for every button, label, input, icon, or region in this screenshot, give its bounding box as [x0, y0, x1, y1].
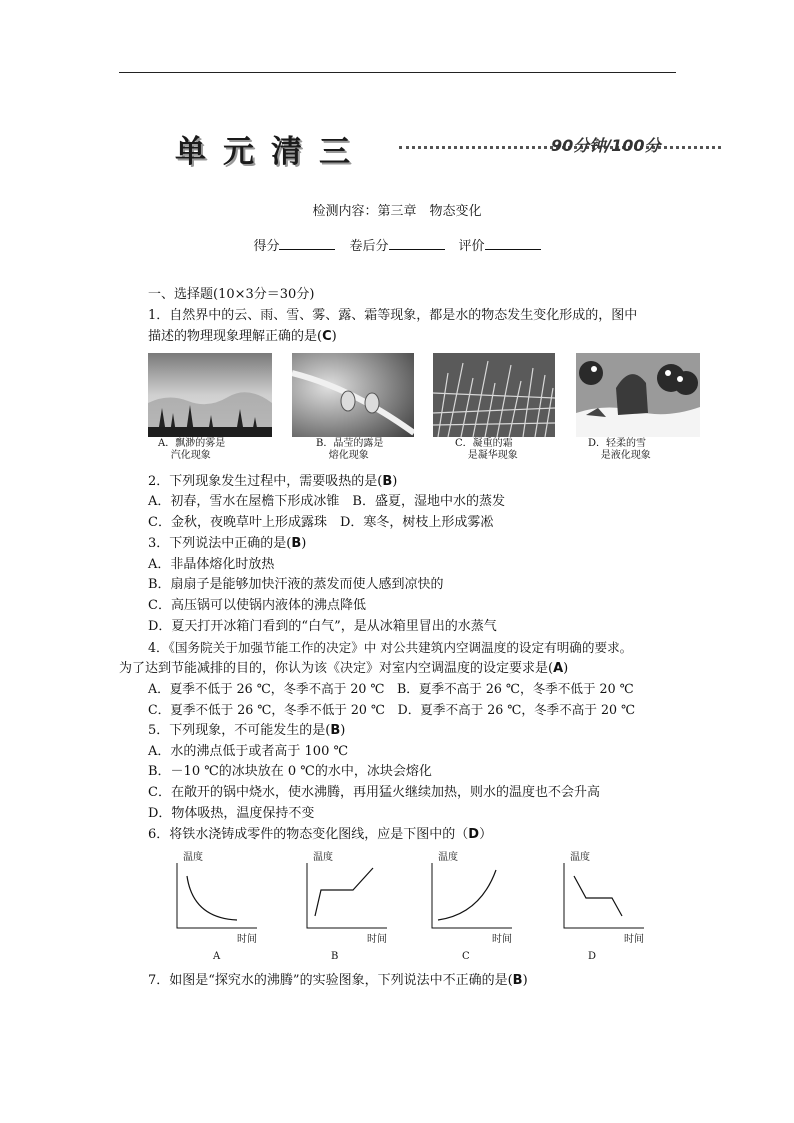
q7-answer: B — [512, 973, 523, 988]
q3-option-d: D．夏天打开冰箱门看到的“白气”，是从冰箱里冒出的水蒸气 — [148, 619, 497, 634]
eval-label: 评价 — [458, 239, 485, 254]
graph-c-letter: C — [462, 951, 470, 962]
q7-stem: 7．如图是“探究水的沸腾”的实验图象，下列说法中不正确的是(B) — [148, 973, 528, 988]
score-label: 得分 — [253, 239, 280, 254]
post-score-blank[interactable] — [389, 236, 445, 250]
caption-a: A．飘渺的雾是 汽化现象 — [158, 438, 226, 461]
q5-answer: B — [330, 723, 341, 738]
q6-answer: D — [468, 827, 480, 842]
graph-b-letter: B — [331, 951, 339, 962]
graph-d-letter: D — [588, 951, 597, 962]
top-rule — [119, 72, 676, 73]
q4-options-ab: A．夏季不低于 26 ℃，冬季不高于 20 ℃ B．夏季不高于 26 ℃，冬季不低于 20 ℃ — [148, 681, 634, 696]
svg-text:温度: 温度 — [570, 852, 590, 863]
svg-text:时间: 时间 — [492, 934, 512, 945]
unit-title: 单元清三 — [175, 133, 367, 170]
q5-option-a: A．水的沸点低于或者高于 100 ℃ — [148, 744, 349, 759]
graph-c — [420, 848, 520, 963]
graph-b — [295, 848, 395, 963]
q1-answer: C — [322, 329, 332, 344]
graph-d — [552, 848, 652, 963]
caption-d: D．轻柔的雪 是液化现象 — [588, 438, 651, 461]
q5-option-c: C．在敞开的锅中烧水，使水沸腾，再用猛火继续加热，则水的温度也不会升高 — [148, 785, 600, 800]
graph-a — [165, 848, 265, 963]
q2-answer: B — [382, 474, 393, 489]
svg-text:温度: 温度 — [438, 852, 458, 863]
graph-a-letter: A — [213, 951, 221, 962]
photo-dew — [292, 353, 414, 437]
score-row — [0, 236, 794, 256]
q1-stem-line1: 1．自然界中的云、雨、雪、雾、露、霜等现象，都是水的物态发生变化形成的，图中 — [148, 308, 638, 323]
post-score-label: 卷后分 — [349, 239, 389, 254]
svg-text:温度: 温度 — [313, 852, 333, 863]
unit-banner — [175, 128, 661, 170]
q2-stem: 2．下列现象发生过程中，需要吸热的是(B) — [148, 474, 398, 489]
photo-frost — [433, 353, 555, 437]
q1-stem-line2: 描述的物理现象理解正确的是(C) — [148, 329, 337, 344]
q3-stem: 3．下列说法中正确的是(B) — [148, 536, 307, 551]
svg-text:时间: 时间 — [367, 934, 387, 945]
q4-options-cd: C．夏季不低于 26 ℃，冬季不低于 20 ℃ D．夏季不高于 26 ℃，冬季不高于 20 ℃ — [148, 702, 636, 717]
q3-answer: B — [291, 536, 302, 551]
photo-fog — [148, 353, 272, 437]
q5-option-b: B．－10 ℃的冰块放在 0 ℃的水中，冰块会熔化 — [148, 764, 432, 779]
q6-stem: 6．将铁水浇铸成零件的物态变化图线，应是下图中的（D） — [148, 827, 493, 842]
q5-option-d: D．物体吸热，温度保持不变 — [148, 806, 315, 821]
svg-text:时间: 时间 — [624, 934, 644, 945]
test-content: 检测内容：第三章 物态变化 — [312, 204, 482, 219]
q3-option-b: B．扇扇子是能够加快汗液的蒸发而使人感到凉快的 — [148, 577, 444, 592]
graph-a-xlabel: 时间 — [237, 934, 257, 945]
q4-stem-line2: 为了达到节能减排的目的，你认为该《决定》对室内空调温度的设定要求是(A) — [119, 661, 569, 676]
time-score-info: 90分钟/100分 — [551, 136, 661, 155]
graph-a-ylabel: 温度 — [183, 852, 203, 863]
eval-blank[interactable] — [485, 236, 541, 250]
photo-snow — [576, 353, 700, 437]
q5-stem: 5．下列现象，不可能发生的是(B) — [148, 723, 346, 738]
q4-answer: A — [553, 661, 564, 676]
caption-b: B．晶莹的露是 熔化现象 — [316, 438, 384, 461]
q4-stem-line1: 4．《国务院关于加强节能工作的决定》中 对公共建筑内空调温度的设定有明确的要求。 — [148, 640, 633, 655]
caption-c: C．凝重的霜 是凝华现象 — [455, 438, 518, 461]
q2-options-cd: C．金秋，夜晚草叶上形成露珠 D．寒冬，树枝上形成雾凇 — [148, 515, 494, 530]
q2-options-ab: A．初春，雪水在屋檐下形成冰锥 B．盛夏，湿地中水的蒸发 — [148, 494, 505, 509]
score-blank[interactable] — [279, 236, 335, 250]
q3-option-a: A．非晶体熔化时放热 — [148, 557, 275, 572]
section-title: 一、选择题(10×3分＝30分) — [148, 287, 315, 302]
q3-option-c: C．高压锅可以使锅内液体的沸点降低 — [148, 598, 366, 613]
